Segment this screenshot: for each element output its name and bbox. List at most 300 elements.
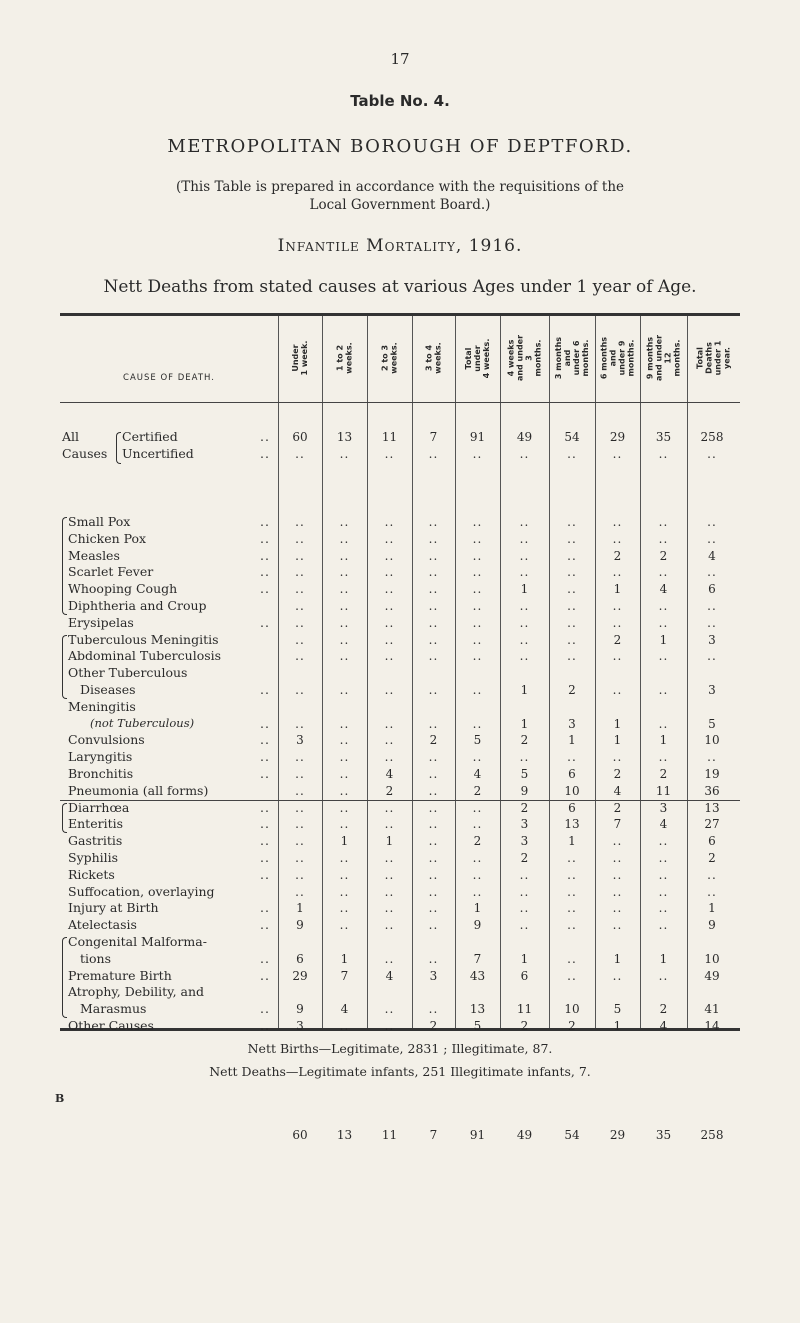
column-rule [595, 316, 596, 1028]
cell-value: 91 [469, 430, 486, 444]
cell-value: 2 [613, 767, 622, 781]
cell-value: .. [519, 565, 530, 580]
cell-value: 2 [568, 1019, 576, 1033]
cell-value: .. [567, 884, 577, 899]
cell-value: 36 [704, 783, 720, 798]
page-number: 17 [390, 50, 410, 68]
leader-dots: .. [260, 581, 270, 597]
cell-value: 1 [568, 834, 576, 849]
cell-value: 91 [469, 1128, 486, 1142]
cell-value: .. [658, 968, 669, 983]
cell-value: .. [612, 447, 623, 461]
cell-value: .. [658, 565, 669, 580]
cell-value: 10 [704, 733, 720, 748]
cell-value: 1 [613, 582, 622, 597]
cell-value: .. [612, 565, 623, 580]
cell-value: .. [567, 968, 577, 983]
cell-value: .. [612, 968, 623, 983]
cell-value: .. [567, 901, 577, 916]
cell-value: .. [339, 817, 350, 832]
cell-value: 2 [520, 1019, 529, 1033]
cause-label: Tuberculous Meningitis [68, 631, 219, 647]
cell-value: .. [472, 884, 483, 899]
cell-value: 1 [613, 733, 622, 748]
cell-value: 29 [609, 1128, 626, 1142]
column-rule [367, 316, 368, 1028]
cell-value: .. [339, 851, 350, 865]
cell-value: .. [519, 531, 530, 546]
cell-value: 2 [613, 548, 622, 563]
cell-value: 7 [473, 951, 482, 966]
leader-dots: .. [260, 799, 270, 815]
cell-value: 4 [659, 1019, 668, 1033]
cell-value: .. [707, 447, 717, 461]
cause-label: Meningitis [68, 698, 136, 714]
cell-value: .. [472, 548, 483, 563]
cell-value: 3 [520, 834, 529, 849]
cause-label: Measles [68, 547, 120, 563]
cell-value: 35 [655, 430, 672, 444]
cell-value: .. [428, 599, 439, 613]
cell-value: 27 [704, 817, 720, 832]
column-rule [687, 316, 688, 1028]
cell-value: .. [472, 649, 483, 664]
cell-value: .. [707, 615, 717, 630]
cause-label: Whooping Cough [68, 581, 178, 597]
cell-value: .. [295, 750, 305, 765]
cell-value: 4 [340, 1002, 349, 1017]
cell-value: .. [567, 851, 577, 865]
cell-value: 35 [655, 1128, 672, 1142]
brace-all-causes [116, 432, 121, 464]
cell-value: .. [658, 750, 669, 765]
cell-value: .. [519, 867, 530, 882]
cell-value: .. [428, 783, 439, 798]
leader-dots: .. [260, 547, 270, 563]
leader-dots: .. [260, 732, 270, 748]
cause-label: Chicken Pox [68, 530, 147, 546]
cell-value: .. [707, 649, 717, 664]
cell-value: .. [384, 565, 395, 580]
cell-value: 5 [520, 767, 529, 781]
cell-value: 2 [659, 1002, 668, 1017]
cell-value: 11 [655, 783, 672, 798]
cell-value: 6 [708, 582, 716, 597]
cause-label: Certified [122, 429, 178, 444]
cell-value: .. [428, 683, 439, 697]
header-col-label: Total Deaths under 1 year. [695, 340, 732, 376]
cell-value: .. [472, 515, 483, 529]
cell-value: .. [428, 834, 439, 849]
cell-value: 9 [473, 918, 482, 933]
cell-value: 13 [336, 430, 353, 444]
cell-value: .. [612, 867, 623, 882]
table-caption: Nett Deaths from stated causes at various Ages under 1 year of Age. [103, 277, 697, 297]
cell-value: .. [612, 834, 623, 849]
cell-value: .. [567, 632, 577, 647]
cell-value: .. [384, 817, 395, 832]
signature-mark: B [55, 1092, 65, 1105]
column-rule [455, 316, 456, 1028]
cause-label: Erysipelas [68, 614, 134, 630]
cell-value: .. [658, 615, 669, 630]
cell-value: .. [384, 599, 395, 613]
cell-value: .. [707, 884, 717, 899]
cell-value: 3 [296, 733, 304, 748]
cell-value: .. [658, 531, 669, 546]
cell-value: .. [519, 901, 530, 916]
cell-value: 7 [613, 817, 622, 832]
cause-label: Marasmus [80, 1001, 147, 1017]
cell-value: .. [339, 582, 350, 597]
cell-value: 1 [520, 683, 529, 697]
cell-value: .. [428, 918, 439, 933]
cell-value: .. [295, 716, 305, 731]
cause-label: tions [80, 950, 112, 966]
cell-value: 1 [473, 901, 482, 916]
cell-value: .. [384, 683, 395, 697]
cell-value: 6 [296, 951, 304, 966]
cell-value: .. [472, 531, 483, 546]
cell-value: 29 [609, 430, 626, 444]
cell-value: 29 [292, 968, 308, 983]
cell-value: .. [428, 851, 439, 865]
cell-value: .. [295, 615, 305, 630]
cell-value: 1 [659, 733, 668, 748]
cell-value: .. [384, 867, 395, 882]
cell-value: 1 [385, 834, 394, 849]
cell-value: 5 [708, 716, 716, 731]
cell-value: .. [295, 851, 305, 865]
cell-value: .. [428, 615, 439, 630]
cell-value: .. [295, 632, 305, 647]
cell-value: .. [384, 733, 395, 748]
cell-value: 258 [700, 1128, 724, 1142]
cell-value: .. [472, 867, 483, 882]
cell-value: .. [612, 851, 623, 865]
cell-value: .. [428, 767, 439, 781]
cell-value: 2 [473, 783, 482, 798]
cell-value: .. [295, 531, 305, 546]
cell-value: .. [612, 750, 623, 765]
column-rule [549, 316, 550, 1028]
cell-value: .. [519, 918, 530, 933]
cell-value: .. [519, 515, 530, 529]
table-note: (This Table is prepared in accordance with the requisitions of the Local Government Board.) [175, 179, 625, 213]
cell-value: 6 [520, 968, 529, 983]
cell-value: 1 [520, 582, 529, 597]
cell-value: .. [339, 733, 350, 748]
cell-value: 1 [659, 632, 668, 647]
cell-value: 9 [708, 918, 716, 933]
cause-label: Rickets [68, 866, 115, 882]
cell-value: .. [428, 565, 439, 580]
header-col-label: 3 to 4 weeks. [424, 342, 443, 374]
cell-value: .. [472, 615, 483, 630]
cell-value: 1 [659, 951, 668, 966]
cell-value: .. [472, 582, 483, 597]
cell-value: .. [519, 632, 530, 647]
cell-value: 6 [568, 767, 576, 781]
leader-dots: .. [260, 564, 270, 580]
cell-value: .. [707, 599, 717, 613]
leader-dots: .. [260, 900, 270, 916]
cell-value: .. [428, 951, 439, 966]
cell-value: .. [707, 867, 717, 882]
cell-value: 49 [516, 1128, 533, 1142]
leader-dots: .. [260, 530, 270, 546]
cell-value: .. [472, 851, 483, 865]
header-col-label: 3 months and under 6 months. [554, 336, 590, 380]
cell-value: .. [428, 447, 439, 461]
header-col-1 [278, 320, 322, 396]
leader-dots: .. [260, 917, 270, 933]
table-label: Table No. 4. [350, 92, 450, 110]
leader-dots: .. [260, 866, 270, 882]
cell-value: .. [567, 867, 577, 882]
footer-births: Nett Births—Legitimate, 2831 ; Illegitimate, 87. [247, 1041, 553, 1056]
cause-label: Abdominal Tuberculosis [68, 648, 222, 664]
cell-value: .. [428, 901, 439, 916]
cause-label: Injury at Birth [68, 900, 159, 916]
leader-dots: .. [260, 429, 270, 444]
cell-value: .. [472, 800, 483, 815]
leader-dots: .. [260, 446, 270, 461]
cell-value: .. [384, 615, 395, 630]
cell-value: .. [428, 750, 439, 765]
cause-label: Causes [62, 446, 108, 461]
header-col-label: 2 to 3 weeks. [380, 342, 399, 374]
cell-value: .. [384, 901, 395, 916]
cell-value: .. [339, 1019, 350, 1033]
cell-value: 3 [520, 817, 529, 832]
cell-value: 1 [520, 716, 529, 731]
leader-dots: .. [260, 614, 270, 630]
cause-label: Bronchitis [68, 766, 134, 781]
cell-value: .. [384, 851, 395, 865]
cell-value: .. [384, 750, 395, 765]
cell-value: 13 [704, 800, 720, 815]
header-col-6 [500, 320, 549, 396]
header-col-8 [595, 320, 640, 396]
header-col-label: 1 to 2 weeks. [335, 342, 354, 374]
cell-value: .. [567, 918, 577, 933]
cell-value: .. [472, 750, 483, 765]
cell-value: 9 [520, 783, 529, 798]
cell-value: .. [384, 531, 395, 546]
cell-value: 2 [520, 800, 529, 815]
column-rule [278, 316, 279, 1028]
cell-value: .. [339, 447, 350, 461]
cell-value: .. [658, 649, 669, 664]
cell-value: .. [567, 515, 577, 529]
cell-value: .. [612, 531, 623, 546]
header-col-7 [549, 320, 595, 396]
header-col-label: 4 weeks and under 3 months. [506, 334, 543, 382]
cell-value: 4 [659, 817, 668, 832]
cell-value: 2 [568, 683, 576, 697]
cell-value: 5 [473, 733, 482, 748]
cell-value: .. [658, 918, 669, 933]
cell-value: 2 [613, 800, 622, 815]
brace-group [62, 517, 67, 615]
cell-value: .. [384, 800, 395, 815]
cause-label: Diarrhœa [68, 799, 130, 815]
cell-value: .. [519, 447, 530, 461]
cell-value: 2 [520, 733, 529, 748]
borough-title: METROPOLITAN BOROUGH OF DEPTFORD. [167, 136, 633, 157]
cell-value: .. [567, 447, 577, 461]
cell-value: .. [658, 716, 669, 731]
cause-label: Pneumonia (all forms) [68, 782, 209, 798]
cell-value: .. [472, 817, 483, 832]
cell-value: 1 [613, 951, 622, 966]
leader-dots: .. [260, 850, 270, 865]
cell-value: .. [384, 884, 395, 899]
cell-value: 6 [708, 834, 716, 849]
cell-value: 10 [564, 783, 580, 798]
column-rule [640, 316, 641, 1028]
header-col-label: 9 months and under 12 months. [645, 334, 682, 382]
cell-value: 1 [613, 1019, 622, 1033]
cell-value: .. [339, 649, 350, 664]
cell-value: .. [295, 548, 305, 563]
cell-value: .. [295, 649, 305, 664]
cell-value: 4 [659, 582, 668, 597]
cell-value: 6 [568, 800, 576, 815]
header-col-2 [322, 320, 367, 396]
cell-value: .. [612, 615, 623, 630]
cell-value: 2 [473, 834, 482, 849]
cell-value: .. [658, 447, 669, 461]
cell-value: .. [339, 632, 350, 647]
leader-dots: .. [260, 967, 270, 983]
cell-value: .. [295, 599, 305, 613]
cell-value: .. [707, 531, 717, 546]
cell-value: 2 [659, 767, 668, 781]
cell-value: 3 [659, 800, 668, 815]
cell-value: 9 [296, 1002, 304, 1017]
cause-label: Convulsions [68, 732, 145, 748]
brace-group [62, 803, 67, 834]
leader-dots: .. [260, 816, 270, 832]
cell-value: .. [339, 548, 350, 563]
cell-value: .. [658, 884, 669, 899]
cell-value: 19 [704, 767, 720, 781]
header-col-label: Total under 4 weeks. [464, 338, 491, 378]
cause-label: Atelectasis [68, 917, 137, 933]
brace-group [62, 937, 67, 1018]
cell-value: .. [567, 531, 577, 546]
cell-value: 1 [520, 951, 529, 966]
cell-value: .. [295, 447, 305, 461]
cell-value: .. [295, 565, 305, 580]
cell-value: .. [339, 599, 350, 613]
cell-value: .. [428, 548, 439, 563]
cell-value: 2 [385, 783, 394, 798]
leader-dots: .. [260, 766, 270, 781]
cell-value: .. [658, 599, 669, 613]
cause-label: Diphtheria and Croup [68, 598, 207, 613]
cell-value: .. [428, 716, 439, 731]
cell-value: .. [472, 599, 483, 613]
cause-label: Diseases [80, 682, 136, 697]
cause-label: Enteritis [68, 816, 124, 832]
header-rule [60, 402, 740, 403]
cell-value: .. [519, 649, 530, 664]
cause-label: Other Causes [68, 1018, 154, 1033]
cell-value: 4 [385, 968, 394, 983]
cell-value: 2 [613, 632, 622, 647]
cell-value: 41 [704, 1002, 720, 1017]
cell-value: 1 [708, 901, 716, 916]
header-col-5 [455, 320, 500, 396]
cell-value: .. [612, 599, 623, 613]
header-cause: CAUSE OF DEATH. [123, 373, 215, 383]
cell-value: .. [384, 649, 395, 664]
column-rule [322, 316, 323, 1028]
header-col-label: Under 1 week. [291, 340, 309, 376]
cell-value: .. [339, 767, 350, 781]
cell-value: 1 [613, 716, 622, 731]
cell-value: .. [658, 901, 669, 916]
cell-value: .. [428, 800, 439, 815]
cell-value: 7 [340, 968, 349, 983]
cell-value: .. [472, 632, 483, 647]
cell-value: .. [567, 565, 577, 580]
cell-value: .. [428, 632, 439, 647]
cause-label: Uncertified [122, 446, 194, 461]
cell-value: .. [384, 632, 395, 647]
cell-value: 9 [296, 918, 304, 933]
cell-value: .. [428, 531, 439, 546]
cell-value: 13 [336, 1128, 353, 1142]
cell-value: .. [295, 783, 305, 798]
footer-deaths: Nett Deaths—Legitimate infants, 251 Illegitimate infants, 7. [209, 1064, 591, 1079]
cell-value: 54 [564, 430, 580, 444]
cell-value: .. [567, 750, 577, 765]
cell-value: 2 [659, 548, 668, 563]
cell-value: .. [295, 884, 305, 899]
cell-value: .. [295, 834, 305, 849]
cell-value: .. [428, 867, 439, 882]
cell-value: .. [567, 615, 577, 630]
cell-value: .. [384, 582, 395, 597]
cell-value: .. [472, 447, 483, 461]
cell-value: .. [339, 531, 350, 546]
cell-value: 14 [704, 1019, 720, 1033]
cell-value: 3 [708, 632, 716, 647]
cell-value: .. [339, 918, 350, 933]
cell-value: .. [519, 884, 530, 899]
cell-value: .. [472, 565, 483, 580]
leader-dots: .. [260, 950, 270, 966]
cell-value: 60 [292, 1128, 308, 1142]
cell-value: .. [339, 783, 350, 798]
cell-value: 1 [340, 951, 349, 966]
cell-value: .. [519, 599, 530, 613]
cell-value: 49 [704, 968, 720, 983]
cell-value: 7 [429, 430, 438, 444]
cell-value: .. [428, 884, 439, 899]
cell-value: .. [428, 1002, 439, 1017]
cell-value: .. [295, 767, 305, 781]
cell-value: 3 [568, 716, 576, 731]
cause-label: (not Tuberculous) [90, 715, 195, 730]
cell-value: .. [428, 582, 439, 597]
cell-value: .. [339, 750, 350, 765]
cell-value: .. [295, 582, 305, 597]
